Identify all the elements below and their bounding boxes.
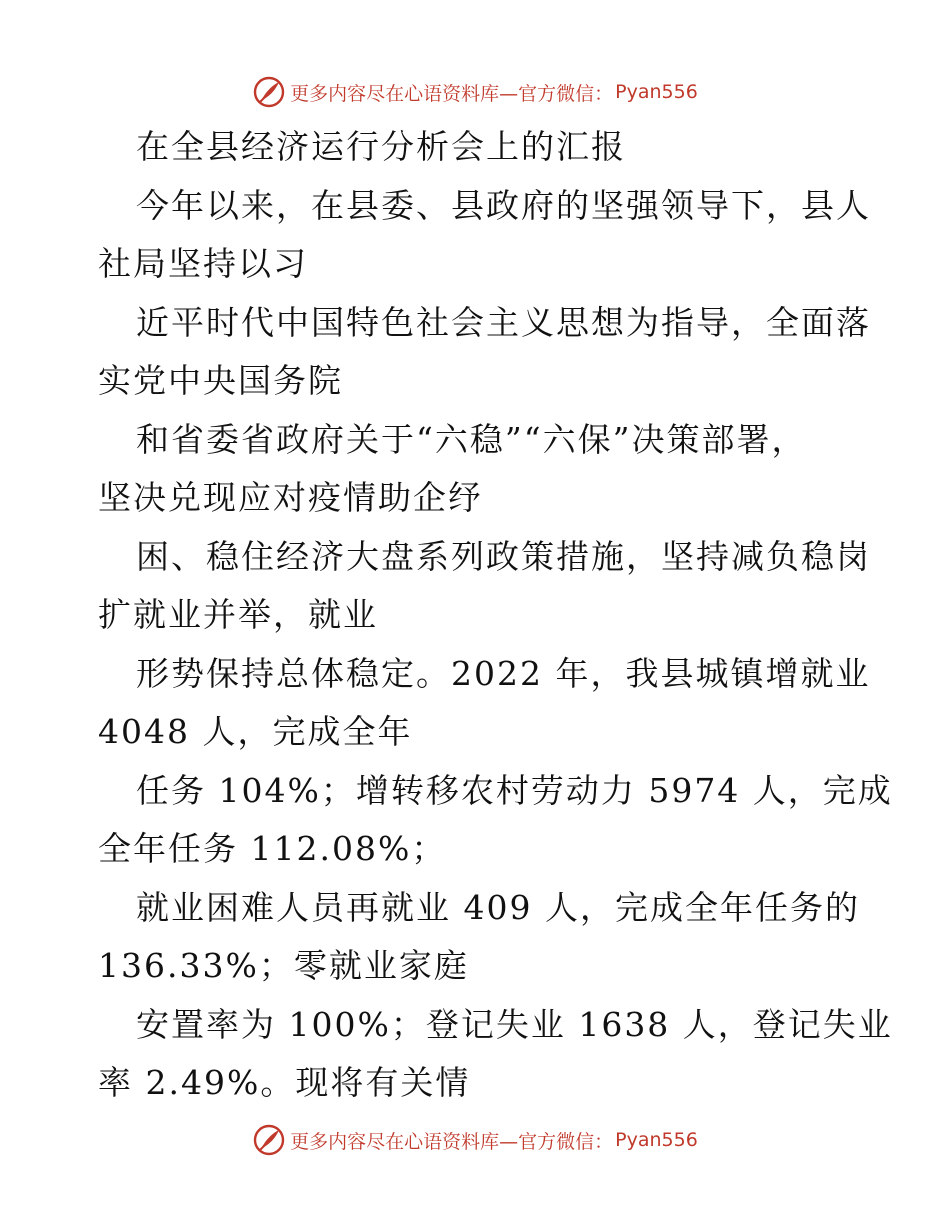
paragraph-line: 扩就业并举，就业 <box>98 595 378 634</box>
paragraph-line: 全年任务 112.08%； <box>98 829 447 868</box>
paragraph-line: 率 2.49%。现将有关情 <box>98 1063 471 1102</box>
paragraph-line: 安置率为 100%；登记失业 1638 人，登记失业 <box>136 1004 893 1044</box>
document-title: 在全县经济运行分析会上的汇报 <box>136 127 626 166</box>
paragraph-line: 形势保持总体稳定。2022 年，我县城镇增就业 <box>136 653 871 693</box>
paragraph-line: 就业困难人员再就业 409 人，完成全年任务的 <box>136 887 860 927</box>
wechat-id: Pyan556 <box>615 1129 698 1151</box>
banner-text: 更多内容尽在心语资料库—官方微信： <box>290 1130 614 1153</box>
paragraph-line: 任务 104%；增转移农村劳动力 5974 人，完成 <box>136 770 893 810</box>
paragraph-line: 今年以来，在县委、县政府的坚强领导下，县人 <box>136 185 871 225</box>
paragraph-line: 和省委省政府关于“六稳”“六保”决策部署， <box>136 419 807 459</box>
paragraph-line: 坚决兑现应对疫情助企纾 <box>98 478 483 517</box>
document-body <box>98 124 893 1119</box>
feather-pen-logo-icon <box>252 75 286 109</box>
paragraph-line: 4048 人，完成全年 <box>98 712 413 751</box>
paragraph-line: 社局坚持以习 <box>98 244 308 283</box>
banner-text: 更多内容尽在心语资料库—官方微信： <box>290 82 614 105</box>
paragraph-line: 近平时代中国特色社会主义思想为指导，全面落 <box>136 302 871 342</box>
wechat-id: Pyan556 <box>615 81 698 103</box>
header-banner <box>0 72 950 112</box>
footer-banner <box>0 1120 950 1160</box>
feather-pen-logo-icon <box>252 1123 286 1157</box>
paragraph-line: 困、稳住经济大盘系列政策措施，坚持减负稳岗 <box>136 536 871 576</box>
paragraph-line: 136.33%；零就业家庭 <box>98 946 469 985</box>
paragraph-line: 实党中央国务院 <box>98 361 343 400</box>
